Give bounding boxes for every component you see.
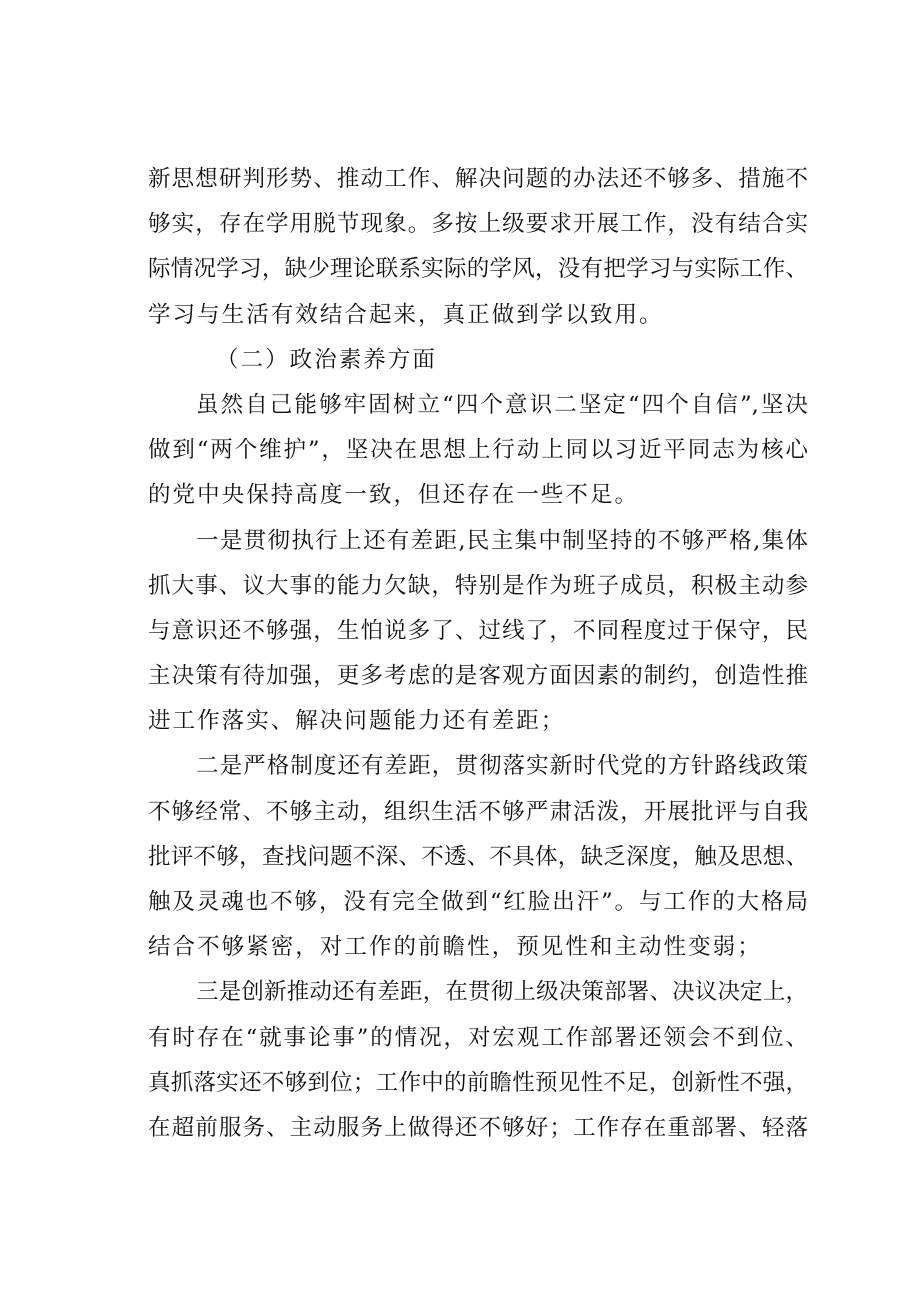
paragraph-line: 二是严格制度还有差距，贯彻落实新时代党的方针路线政策: [196, 753, 808, 780]
paragraph-line: 批评不够，查找问题不深、不透、不具体，缺乏深度，触及思想、: [148, 843, 808, 870]
paragraph-line: 做到“两个维护”，坚决在思想上行动上同以习近平同志为核心: [148, 437, 808, 464]
paragraph-line: 结合不够紧密，对工作的前瞻性，预见性和主动性变弱；: [148, 934, 762, 961]
paragraph-line: 抓大事、议大事的能力欠缺，特别是作为班子成员，积极主动参: [148, 572, 808, 599]
paragraph-line: 真抓落实还不够到位；工作中的前瞻性预见性不足，创新性不强，: [148, 1069, 808, 1096]
paragraph-line: 与意识还不够强，生怕说多了、过线了，不同程度过于保守，民: [148, 617, 808, 644]
paragraph-line: 新思想研判形势、推动工作、解决问题的办法还不够多、措施不: [148, 166, 808, 192]
paragraph-line: 进工作落实、解决问题能力还有差距；: [148, 708, 566, 735]
paragraph-line: 学习与生活有效结合起来，真正做到学以致用。: [148, 301, 664, 328]
paragraph-line: 有时存在“就事论事”的情况，对宏观工作部署还领会不到位、: [148, 1024, 808, 1051]
paragraph-line: 际情况学习，缺少理论联系实际的学风，没有把学习与实际工作、: [148, 256, 808, 283]
paragraph-line: 的党中央保持高度一致，但还存在一些不足。: [148, 482, 640, 509]
paragraph-line: 不够经常、不够主动，组织生活不够严肃活泼，开展批评与自我: [148, 798, 808, 825]
paragraph-line: 一是贯彻执行上还有差距,民主集中制坚持的不够严格,集体: [196, 527, 808, 554]
document-body: [148, 157, 808, 1151]
paragraph-line: 触及灵魂也不够，没有完全做到“红脸出汗”。与工作的大格局: [148, 889, 808, 915]
section-heading: （二）政治素养方面: [216, 346, 437, 373]
paragraph-line: 三是创新推动还有差距，在贯彻上级决策部署、决议决定上，: [196, 979, 808, 1006]
paragraph-line: 虽然自己能够牢固树立“四个意识二坚定“四个自信”,坚决: [196, 391, 808, 418]
paragraph-line: 主决策有待加强，更多考虑的是客观方面因素的制约，创造性推: [148, 663, 808, 690]
paragraph-line: 够实，存在学用脱节现象。多按上级要求开展工作，没有结合实: [148, 211, 808, 238]
paragraph-line: 在超前服务、主动服务上做得还不够好；工作存在重部署、轻落: [148, 1114, 808, 1141]
